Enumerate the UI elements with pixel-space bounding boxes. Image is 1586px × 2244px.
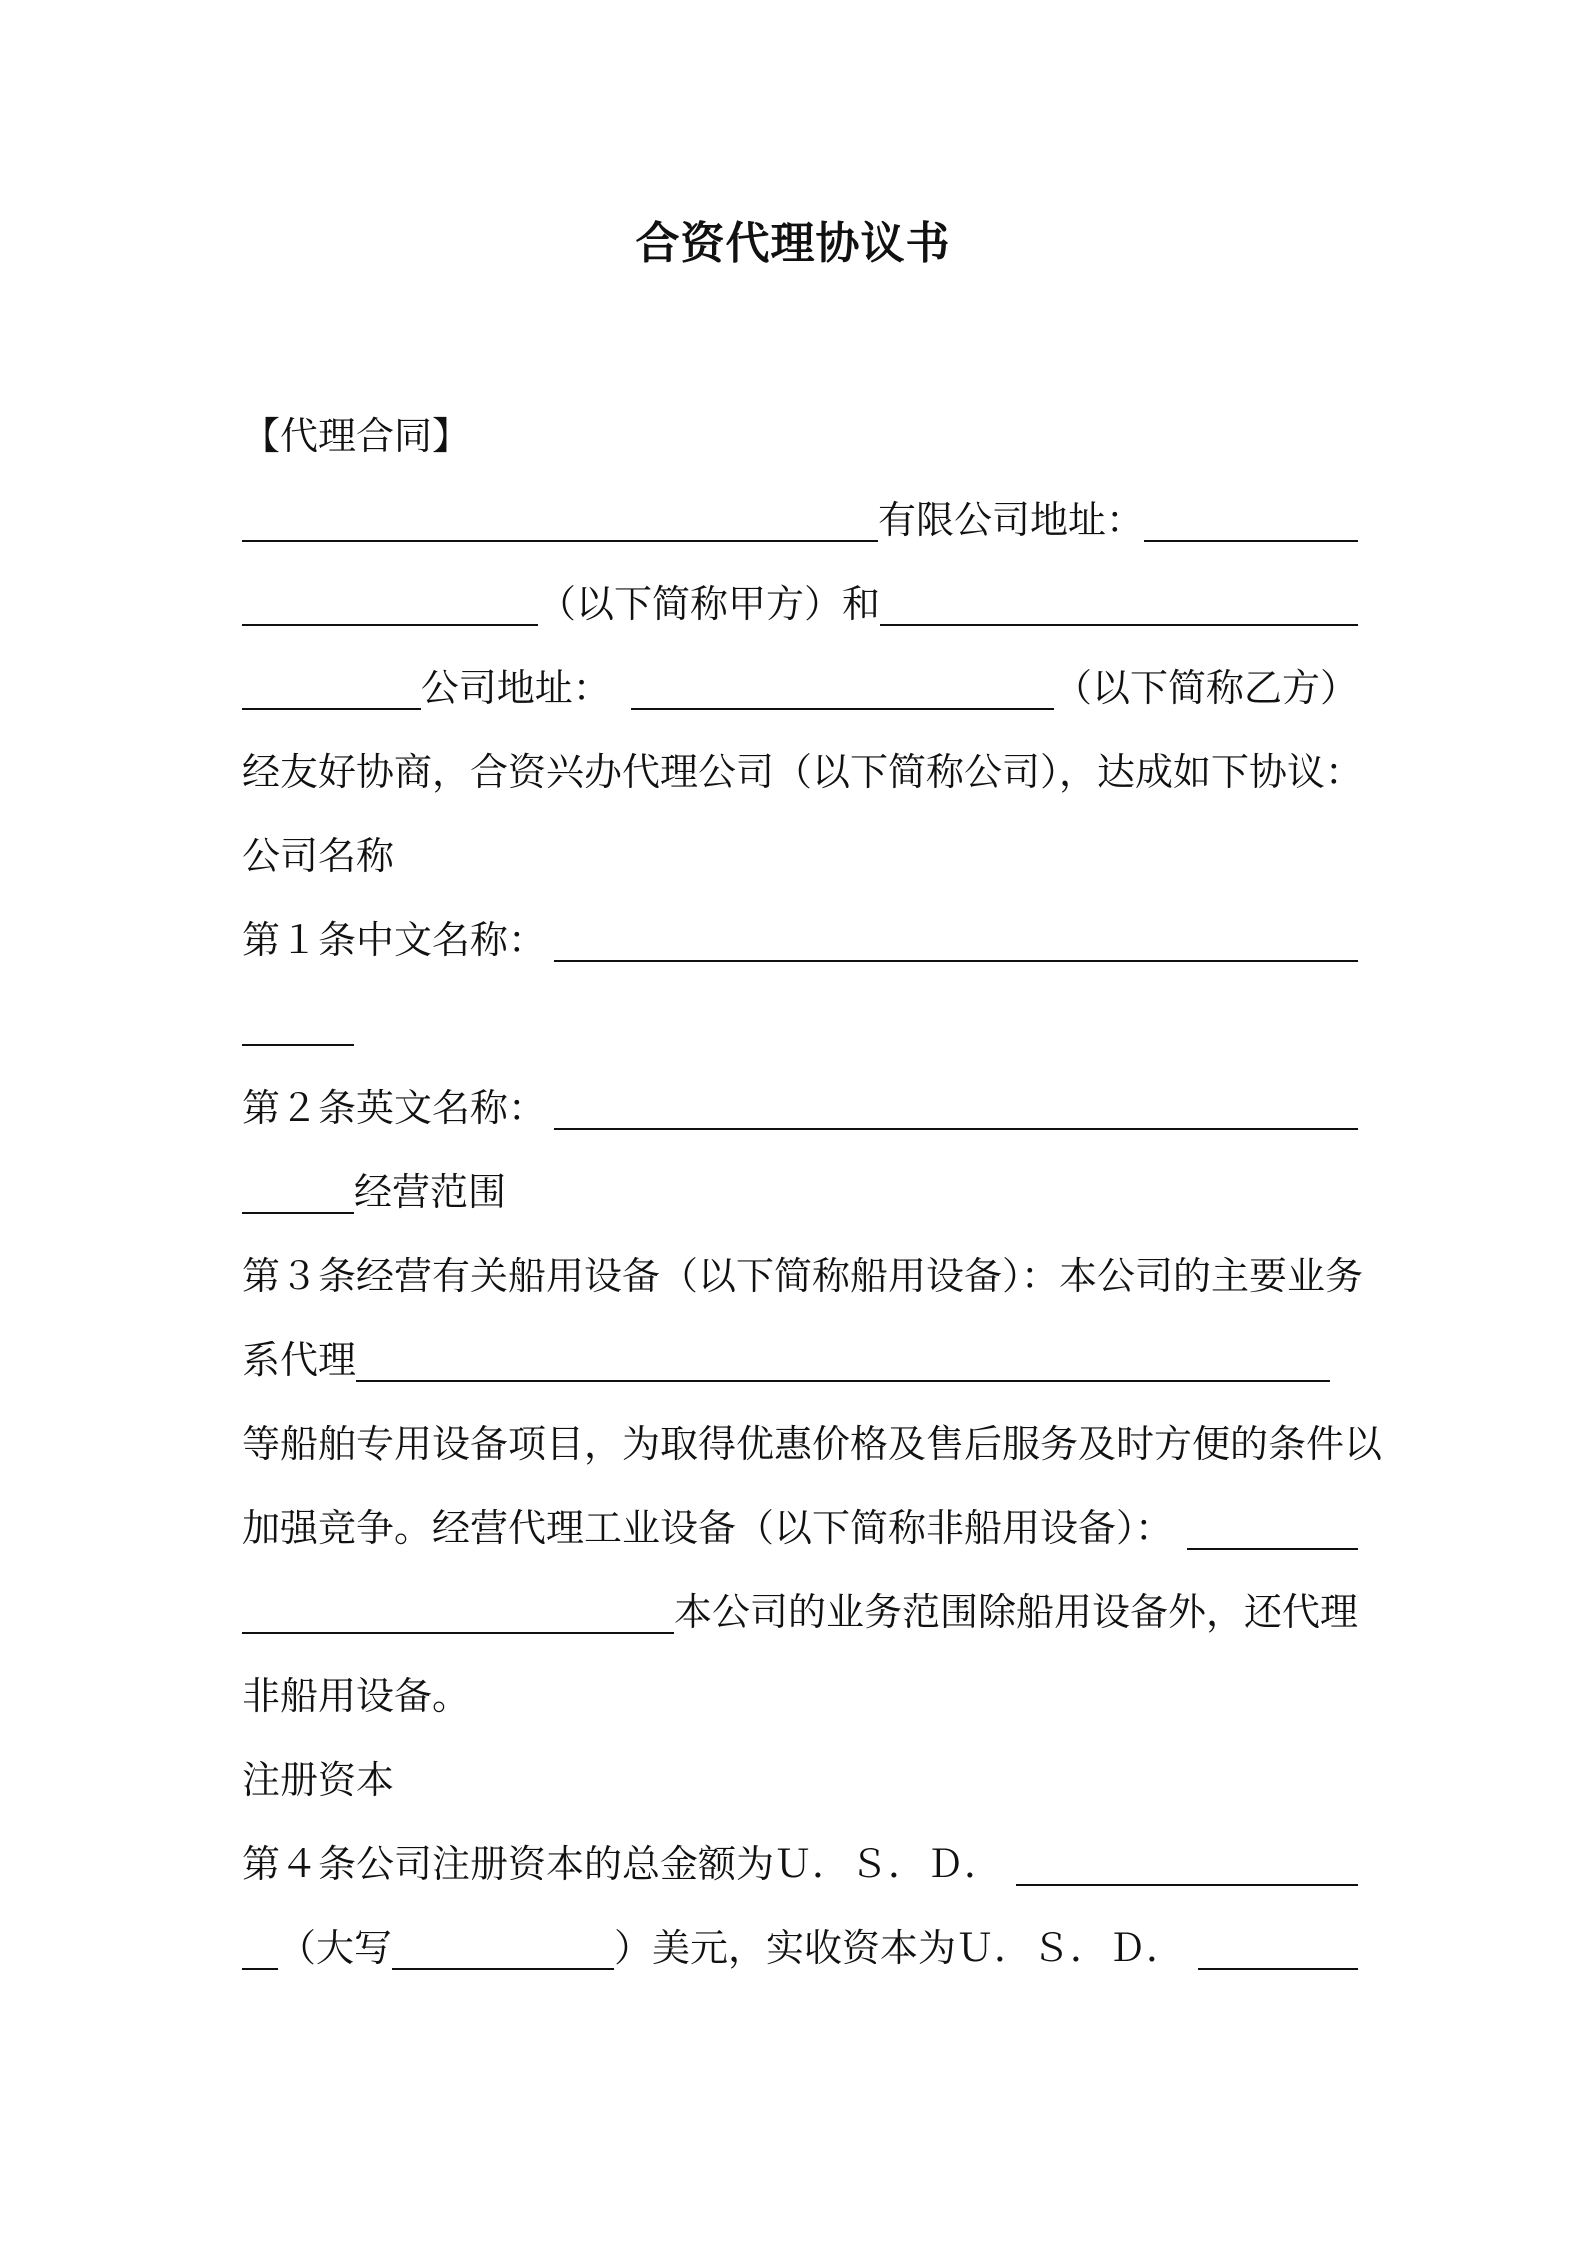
article1-line <box>242 910 1358 970</box>
party-a-line <box>242 490 1358 550</box>
party-a-name-blank[interactable] <box>242 500 878 542</box>
article3-text3: 等船舶专用设备项目，为取得优惠价格及售后服务及时方便的条件以 <box>242 1422 1383 1466</box>
article4-line1 <box>242 1834 1358 1894</box>
english-name-continued-blank[interactable] <box>242 1172 354 1214</box>
party-a-alias-line <box>242 574 1358 634</box>
party-b-address-label: 公司地址： <box>420 666 611 710</box>
paid-in-capital-blank[interactable] <box>1198 1928 1358 1970</box>
party-a-suffix: 有限公司地址： <box>878 498 1145 542</box>
party-b-alias: （以下简称乙方） <box>1053 666 1358 710</box>
article2-line <box>242 1078 1358 1138</box>
article3-text4: 加强竞争。经营代理工业设备（以下简称非船用设备）： <box>242 1506 1174 1550</box>
agency-items-blank[interactable] <box>356 1340 1330 1382</box>
article4-close: ）美元，实收资本为Ｕ．Ｓ．Ｄ． <box>614 1926 1185 1970</box>
capital-heading: 注册资本 <box>242 1758 395 1802</box>
party-b-name-continued-blank[interactable] <box>242 668 421 710</box>
article1-label: 第１条中文名称： <box>242 918 547 962</box>
chinese-name-blank[interactable] <box>554 920 1358 962</box>
party-a-address-blank[interactable] <box>1144 500 1358 542</box>
party-b-name-blank[interactable] <box>880 584 1358 626</box>
company-name-heading: 公司名称 <box>242 834 395 878</box>
intro-text: 经友好协商，合资兴办代理公司（以下简称公司），达成如下协议： <box>242 750 1364 794</box>
total-capital-blank[interactable] <box>1016 1844 1358 1886</box>
article3-line3 <box>242 1414 1383 1474</box>
article3-text5: 本公司的业务范围除船用设备外，还代理 <box>673 1590 1358 1634</box>
party-b-line <box>242 658 1358 718</box>
party-a-address-continued-blank[interactable] <box>242 584 538 626</box>
industrial-equipment-continued-blank[interactable] <box>242 1592 674 1634</box>
chinese-name-continued-blank[interactable] <box>242 1004 354 1046</box>
article3-line2 <box>242 1330 1358 1390</box>
scope-heading-line <box>242 1162 1358 1222</box>
capital-in-words-blank[interactable] <box>392 1928 614 1970</box>
document-title: 合资代理协议书 <box>635 218 951 269</box>
article4-line2 <box>242 1918 1358 1978</box>
article3-text6: 非船用设备。 <box>242 1674 471 1718</box>
article4-open: （大写 <box>278 1926 393 1970</box>
article3-line6 <box>242 1666 1358 1726</box>
total-capital-continued-blank[interactable] <box>242 1928 278 1970</box>
intro-line <box>242 742 1364 802</box>
english-name-blank[interactable] <box>554 1088 1358 1130</box>
party-b-address-blank[interactable] <box>631 668 1054 710</box>
article2-label: 第２条英文名称： <box>242 1086 547 1130</box>
company-name-heading-line <box>242 826 1358 886</box>
article3-line1 <box>242 1246 1364 1306</box>
industrial-equipment-blank[interactable] <box>1187 1508 1358 1550</box>
article3-text2: 系代理 <box>242 1338 357 1382</box>
capital-heading-line <box>242 1750 1358 1810</box>
article3-text1: 第３条经营有关船用设备（以下简称船用设备）：本公司的主要业务 <box>242 1254 1364 1298</box>
scope-heading: 经营范围 <box>354 1170 507 1214</box>
article1-continued-line <box>242 994 1358 1054</box>
article3-line5 <box>242 1582 1358 1642</box>
party-a-alias: （以下简称甲方）和 <box>538 582 881 626</box>
section-heading: 【代理合同】 <box>242 414 471 458</box>
section-heading-line <box>242 406 1358 466</box>
article4-text1: 第４条公司注册资本的总金额为Ｕ．Ｓ．Ｄ． <box>242 1842 1003 1886</box>
article3-line4 <box>242 1498 1358 1558</box>
